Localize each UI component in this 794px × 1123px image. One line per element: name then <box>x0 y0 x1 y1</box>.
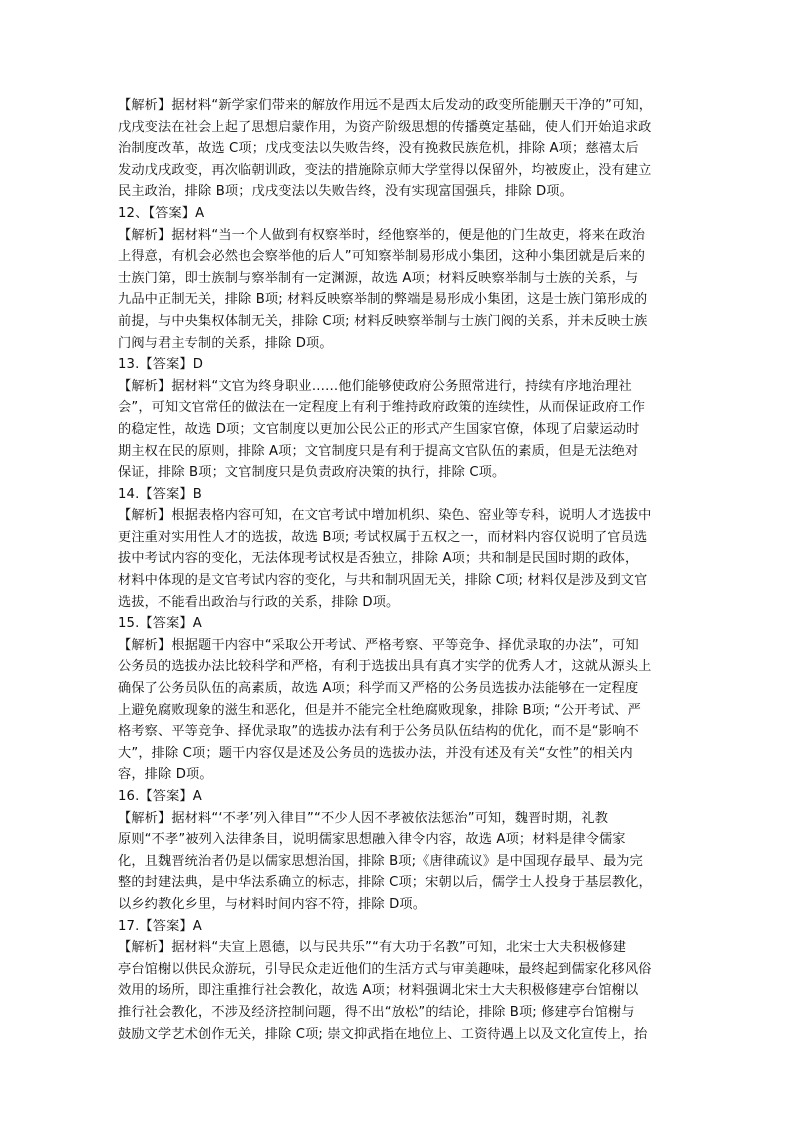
text-line: 【解析】据材料“文官为终身职业……他们能够使政府公务照常进行，持续有序地治理社 <box>118 378 632 394</box>
question-16 <box>118 786 678 916</box>
text-line: 材料中体现的是文官考试内容的变化，与共和制巩固无关，排除 C项; 材料仅是涉及到文官 <box>118 573 648 589</box>
text-line: 门阀与君主专制的关系，排除 D项。 <box>118 335 333 351</box>
text-line: 保证，排除 B项；文官制度只是负责政府决策的执行，排除 C项。 <box>118 465 506 481</box>
text-line: 【解析】据材料“‘不孝’列入律目”“不少人因不孝被依法惩治”可知，魏晋时期，礼教 <box>118 810 609 826</box>
text-line: 【解析】根据题干内容中“采取公开考试、严格考察、平等竞争、择优录取的办法”，可知 <box>118 637 639 653</box>
text-line: 【解析】据材料“夫宣上恩德，以与民共乐”“有大功于名教”可知，北宋士大夫积极修建 <box>118 940 627 956</box>
text-line: 【解析】根据表格内容可知，在文官考试中增加机织、染色、窑业等专科，说明人才选拔中 <box>118 508 652 524</box>
text-line: 九品中正制无关，排除 B项; 材料反映察举制的弊端是易形成小集团，这是士族门第形成的 <box>118 292 648 308</box>
text-line: 原则“不孝”被列入法律条目，说明儒家思想融入律令内容，故选 A项；材料是律令儒家 <box>118 832 626 848</box>
text-line: 选拔，不能看出政治与行政的关系，排除 D项。 <box>118 594 400 610</box>
text-line: 期主权在民的原则，排除 A项；文官制度只是有利于提高文官队伍的素质，但是无法绝对 <box>118 443 639 459</box>
text-line: 的稳定性，故选 D项；文官制度以更加公民公正的形式产生国家官僚，体现了启蒙运动时 <box>118 421 640 437</box>
text-line: 确保了公务员队伍的高素质，故选 A项；科学而又严格的公务员选拔办法能够在一定程度 <box>118 681 639 697</box>
text-line: 上得意，有机会必然也会察举他的后人”可知察举制易形成小集团，这种小集团就是后来的 <box>118 249 646 265</box>
text-line: 戊戌变法在社会上起了思想启蒙作用，为资产阶级思想的传播奠定基础，使人们开始追求政 <box>118 119 652 135</box>
text-line: 拔中考试内容的变化，无法体现考试权是否独立，排除 A项；共和制是民国时期的政体， <box>118 551 639 567</box>
text-line: 整的封建法典，是中华法系确立的标志，排除 C项；宋朝以后，儒学士人投身于基层教化， <box>118 875 652 891</box>
text-line: 大”，排除 C项；题干内容仅是述及公务员的选拔办法，并没有述及有关“女性”的相关内 <box>118 745 633 761</box>
answer-label: 14.【答案】B <box>118 486 202 502</box>
text-line: 化，且魏晋统治者仍是以儒家思想治国，排除 B项;《唐律疏议》是中国现存最早、最为完 <box>118 853 643 869</box>
text-line: 【解析】据材料“新学家们带来的解放作用远不是西太后发动的政变所能删天干净的”可知， <box>118 98 653 113</box>
text-line: 格考察、平等竞争、择优录取”的选拔办法有利于公务员队伍结构的优化，而不是“影响不 <box>118 724 639 740</box>
question-15 <box>118 613 678 786</box>
question-13 <box>118 354 678 484</box>
question-12 <box>118 203 678 354</box>
text-line: 前提，与中央集权体制无关，排除 C项; 材料反映察举制与士族门阀的关系，并未反映士族 <box>118 313 648 329</box>
analysis-intro <box>118 95 678 203</box>
document-page <box>118 95 678 1045</box>
answer-label: 15.【答案】A <box>118 616 202 632</box>
text-line: 推行社会教化，不涉及经济控制问题，得不出“放松”的结论，排除 B项; 修建亭台馆榭与 <box>118 1004 635 1020</box>
text-line: 【解析】据材料“当一个人做到有权察举时，经他察举的，便是他的门生故吏，将来在政治 <box>118 227 646 243</box>
text-line: 亭台馆榭以供民众游玩，引导民众走近他们的生活方式与审美趣味，最终起到儒家化移风俗 <box>118 961 652 977</box>
text-line: 民主政治，排除 B项；戊戌变法以失败告终，没有实现富国强兵，排除 D项。 <box>118 184 573 200</box>
text-line: 上避免腐败现象的滋生和恶化，但是并不能完全杜绝腐败现象，排除 B项; “公开考试、严 <box>118 702 641 718</box>
question-17 <box>118 916 678 1046</box>
text-line: 会”，可知文官常任的做法在一定程度上有利于维持政府政策的连续性，从而保证政府工作 <box>118 400 646 416</box>
text-line: 公务员的选拔办法比较科学和严格，有利于选拔出具有真才实学的优秀人才，这就从源头上 <box>118 659 652 675</box>
question-14 <box>118 484 678 614</box>
text-line: 更注重对实用性人才的选拔，故选 B项; 考试权属于五权之一，而材料内容仅说明了官员选 <box>118 529 648 545</box>
text-line: 容，排除 D项。 <box>118 767 213 783</box>
text-line: 治制度改革，故选 C项；戊戌变法以失败告终，没有挽救民族危机，排除 A项；慈禧太后 <box>118 141 639 157</box>
answer-label: 13.【答案】D <box>118 357 204 373</box>
text-line: 士族门第，即士族制与察举制有一定渊源，故选 A项；材料反映察举制与士族的关系，与 <box>118 270 639 286</box>
answer-label: 16.【答案】A <box>118 789 202 804</box>
text-line: 以乡约教化乡里，与材料时间内容不符，排除 D项。 <box>118 896 427 912</box>
text-line: 效用的场所，即注重推行社会教化，故选 A项；材料强调北宋士大夫积极修建亭台馆榭以 <box>118 983 639 999</box>
text-line: 鼓励文学艺术创作无关，排除 C项; 崇文抑武指在地位上、工资待遇上以及文化宣传上，抬 <box>118 1026 648 1042</box>
text-line: 发动戊戌政变，再次临朝训政，变法的措施除京师大学堂得以保留外，均被废止，没有建立 <box>118 162 652 178</box>
answer-label: 17.【答案】A <box>118 918 202 934</box>
answer-label: 12、【答案】A <box>118 205 205 221</box>
